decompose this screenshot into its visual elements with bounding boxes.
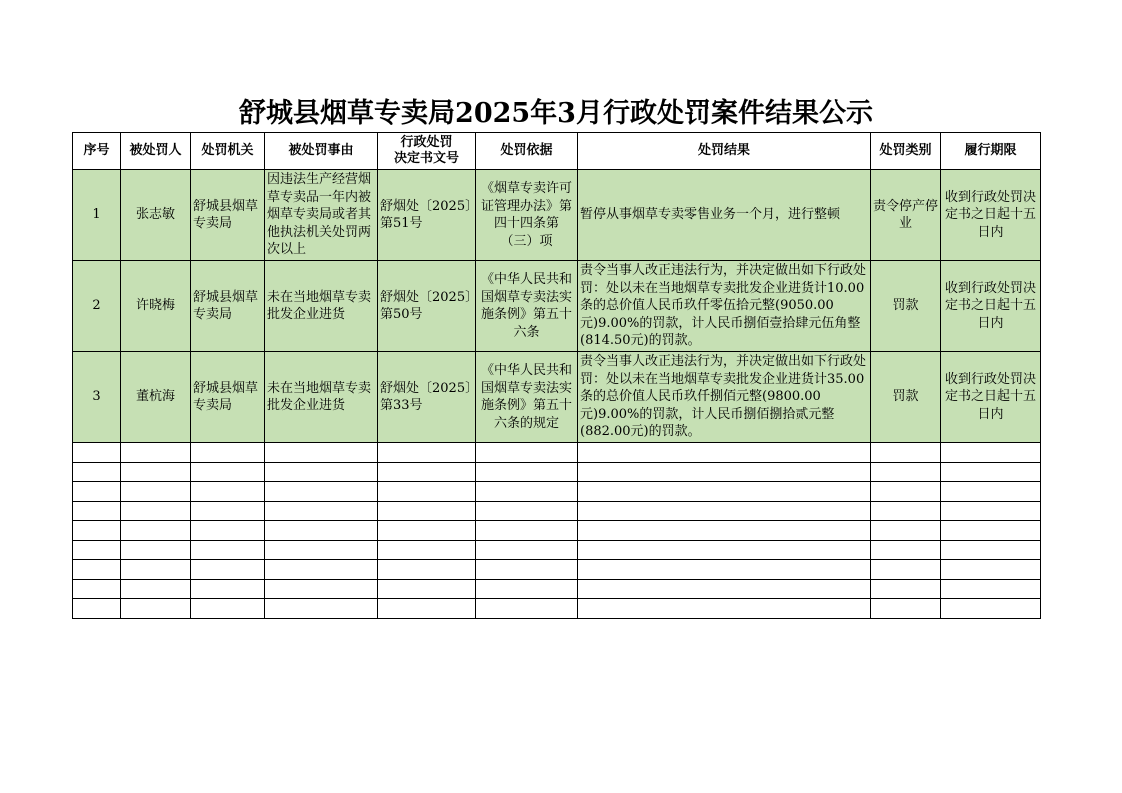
empty-cell bbox=[871, 443, 941, 463]
empty-cell bbox=[476, 521, 578, 541]
empty-cell bbox=[73, 501, 121, 521]
header-authority: 处罚机关 bbox=[191, 133, 265, 170]
empty-cell bbox=[476, 579, 578, 599]
empty-cell bbox=[73, 521, 121, 541]
cell-authority: 舒城县烟草专卖局 bbox=[191, 352, 265, 443]
empty-cell bbox=[191, 443, 265, 463]
empty-cell bbox=[941, 501, 1041, 521]
empty-cell bbox=[73, 443, 121, 463]
header-index: 序号 bbox=[73, 133, 121, 170]
empty-table-row bbox=[73, 501, 1041, 521]
empty-cell bbox=[265, 540, 378, 560]
cell-reason: 未在当地烟草专卖批发企业进货 bbox=[265, 261, 378, 352]
cell-reason: 未在当地烟草专卖批发企业进货 bbox=[265, 352, 378, 443]
empty-cell bbox=[578, 443, 871, 463]
empty-cell bbox=[121, 462, 191, 482]
empty-cell bbox=[378, 482, 476, 502]
empty-cell bbox=[378, 521, 476, 541]
empty-cell bbox=[265, 560, 378, 580]
empty-cell bbox=[121, 540, 191, 560]
empty-cell bbox=[871, 560, 941, 580]
empty-table-row bbox=[73, 443, 1041, 463]
empty-cell bbox=[941, 482, 1041, 502]
empty-cell bbox=[871, 579, 941, 599]
empty-cell bbox=[476, 599, 578, 619]
empty-cell bbox=[578, 482, 871, 502]
empty-cell bbox=[578, 599, 871, 619]
empty-cell bbox=[871, 521, 941, 541]
header-doc-no: 行政处罚 决定书文号 bbox=[378, 133, 476, 170]
cell-deadline: 收到行政处罚决定书之日起十五日内 bbox=[941, 352, 1041, 443]
empty-cell bbox=[73, 599, 121, 619]
empty-cell bbox=[476, 560, 578, 580]
empty-cell bbox=[378, 560, 476, 580]
empty-cell bbox=[871, 599, 941, 619]
empty-table-row bbox=[73, 540, 1041, 560]
empty-cell bbox=[121, 443, 191, 463]
empty-cell bbox=[73, 540, 121, 560]
header-person: 被处罚人 bbox=[121, 133, 191, 170]
empty-cell bbox=[191, 482, 265, 502]
header-result: 处罚结果 bbox=[578, 133, 871, 170]
empty-cell bbox=[73, 482, 121, 502]
empty-cell bbox=[941, 560, 1041, 580]
empty-cell bbox=[476, 540, 578, 560]
cell-result: 责令当事人改正违法行为，并决定做出如下行政处罚：处以未在当地烟草专卖批发企业进货计10.00条的总价值人民币玖仟零伍拾元整(9050.00元)9.00%的罚款，计人民币捌佰壹拾肆元伍角整(814.50元)的罚款。 bbox=[578, 261, 871, 352]
cell-index: 1 bbox=[73, 170, 121, 261]
empty-cell bbox=[476, 482, 578, 502]
empty-cell bbox=[578, 521, 871, 541]
empty-cell bbox=[191, 560, 265, 580]
empty-cell bbox=[941, 462, 1041, 482]
cell-deadline: 收到行政处罚决定书之日起十五日内 bbox=[941, 261, 1041, 352]
empty-cell bbox=[578, 501, 871, 521]
empty-cell bbox=[476, 462, 578, 482]
empty-cell bbox=[476, 501, 578, 521]
header-category: 处罚类别 bbox=[871, 133, 941, 170]
empty-cell bbox=[191, 462, 265, 482]
cell-basis: 《中华人民共和国烟草专卖法实施条例》第五十六条 bbox=[476, 261, 578, 352]
page-title: 舒城县烟草专卖局2025年3月行政处罚案件结果公示 bbox=[239, 98, 873, 129]
empty-cell bbox=[265, 443, 378, 463]
cell-deadline: 收到行政处罚决定书之日起十五日内 bbox=[941, 170, 1041, 261]
header-reason: 被处罚事由 bbox=[265, 133, 378, 170]
empty-cell bbox=[871, 482, 941, 502]
cell-category: 罚款 bbox=[871, 261, 941, 352]
empty-cell bbox=[476, 443, 578, 463]
empty-cell bbox=[73, 579, 121, 599]
table-row bbox=[73, 261, 1041, 352]
empty-cell bbox=[378, 462, 476, 482]
empty-cell bbox=[378, 540, 476, 560]
cell-authority: 舒城县烟草专卖局 bbox=[191, 170, 265, 261]
empty-cell bbox=[941, 540, 1041, 560]
empty-cell bbox=[73, 560, 121, 580]
empty-cell bbox=[941, 521, 1041, 541]
empty-cell bbox=[191, 579, 265, 599]
cell-person: 张志敏 bbox=[121, 170, 191, 261]
empty-cell bbox=[265, 482, 378, 502]
empty-cell bbox=[941, 599, 1041, 619]
cell-category: 罚款 bbox=[871, 352, 941, 443]
empty-table-row bbox=[73, 521, 1041, 541]
empty-cell bbox=[265, 462, 378, 482]
empty-cell bbox=[121, 560, 191, 580]
empty-cell bbox=[941, 579, 1041, 599]
cell-category: 责令停产停业 bbox=[871, 170, 941, 261]
empty-cell bbox=[378, 443, 476, 463]
empty-cell bbox=[871, 540, 941, 560]
header-basis: 处罚依据 bbox=[476, 133, 578, 170]
cell-person: 许晓梅 bbox=[121, 261, 191, 352]
cell-result: 责令当事人改正违法行为，并决定做出如下行政处罚：处以未在当地烟草专卖批发企业进货计35.00条的总价值人民币玖仟捌佰元整(9800.00元)9.00%的罚款，计人民币捌佰捌拾贰元整(882.00元)的罚款。 bbox=[578, 352, 871, 443]
table-row bbox=[73, 170, 1041, 261]
empty-cell bbox=[578, 540, 871, 560]
empty-cell bbox=[265, 599, 378, 619]
cell-person: 董杭海 bbox=[121, 352, 191, 443]
penalty-cases-table bbox=[72, 132, 1041, 619]
empty-cell bbox=[121, 579, 191, 599]
cell-basis: 《烟草专卖许可证管理办法》第四十四条第（三）项 bbox=[476, 170, 578, 261]
empty-cell bbox=[191, 540, 265, 560]
empty-cell bbox=[265, 579, 378, 599]
empty-cell bbox=[191, 501, 265, 521]
cell-reason: 因违法生产经营烟草专卖品一年内被烟草专卖局或者其他执法机关处罚两次以上 bbox=[265, 170, 378, 261]
empty-cell bbox=[73, 462, 121, 482]
empty-cell bbox=[121, 599, 191, 619]
empty-cell bbox=[265, 501, 378, 521]
cell-result: 暂停从事烟草专卖零售业务一个月，进行整顿 bbox=[578, 170, 871, 261]
empty-cell bbox=[578, 462, 871, 482]
empty-table-row bbox=[73, 482, 1041, 502]
cell-authority: 舒城县烟草专卖局 bbox=[191, 261, 265, 352]
cell-doc-no: 舒烟处〔2025〕第50号 bbox=[378, 261, 476, 352]
empty-cell bbox=[191, 521, 265, 541]
cell-doc-no: 舒烟处〔2025〕第51号 bbox=[378, 170, 476, 261]
table-row bbox=[73, 352, 1041, 443]
empty-cell bbox=[121, 521, 191, 541]
empty-table-row bbox=[73, 599, 1041, 619]
cell-index: 2 bbox=[73, 261, 121, 352]
empty-cell bbox=[378, 579, 476, 599]
empty-table-row bbox=[73, 462, 1041, 482]
empty-table-row bbox=[73, 579, 1041, 599]
cell-basis: 《中华人民共和国烟草专卖法实施条例》第五十六条的规定 bbox=[476, 352, 578, 443]
empty-cell bbox=[941, 443, 1041, 463]
empty-cell bbox=[121, 482, 191, 502]
empty-cell bbox=[871, 501, 941, 521]
table-header-row bbox=[73, 133, 1041, 170]
empty-cell bbox=[871, 462, 941, 482]
empty-cell bbox=[578, 560, 871, 580]
empty-cell bbox=[265, 521, 378, 541]
empty-cell bbox=[191, 599, 265, 619]
empty-cell bbox=[378, 599, 476, 619]
empty-table-row bbox=[73, 560, 1041, 580]
cell-index: 3 bbox=[73, 352, 121, 443]
empty-cell bbox=[121, 501, 191, 521]
empty-cell bbox=[378, 501, 476, 521]
cell-doc-no: 舒烟处〔2025〕第33号 bbox=[378, 352, 476, 443]
empty-cell bbox=[578, 579, 871, 599]
header-deadline: 履行期限 bbox=[941, 133, 1041, 170]
